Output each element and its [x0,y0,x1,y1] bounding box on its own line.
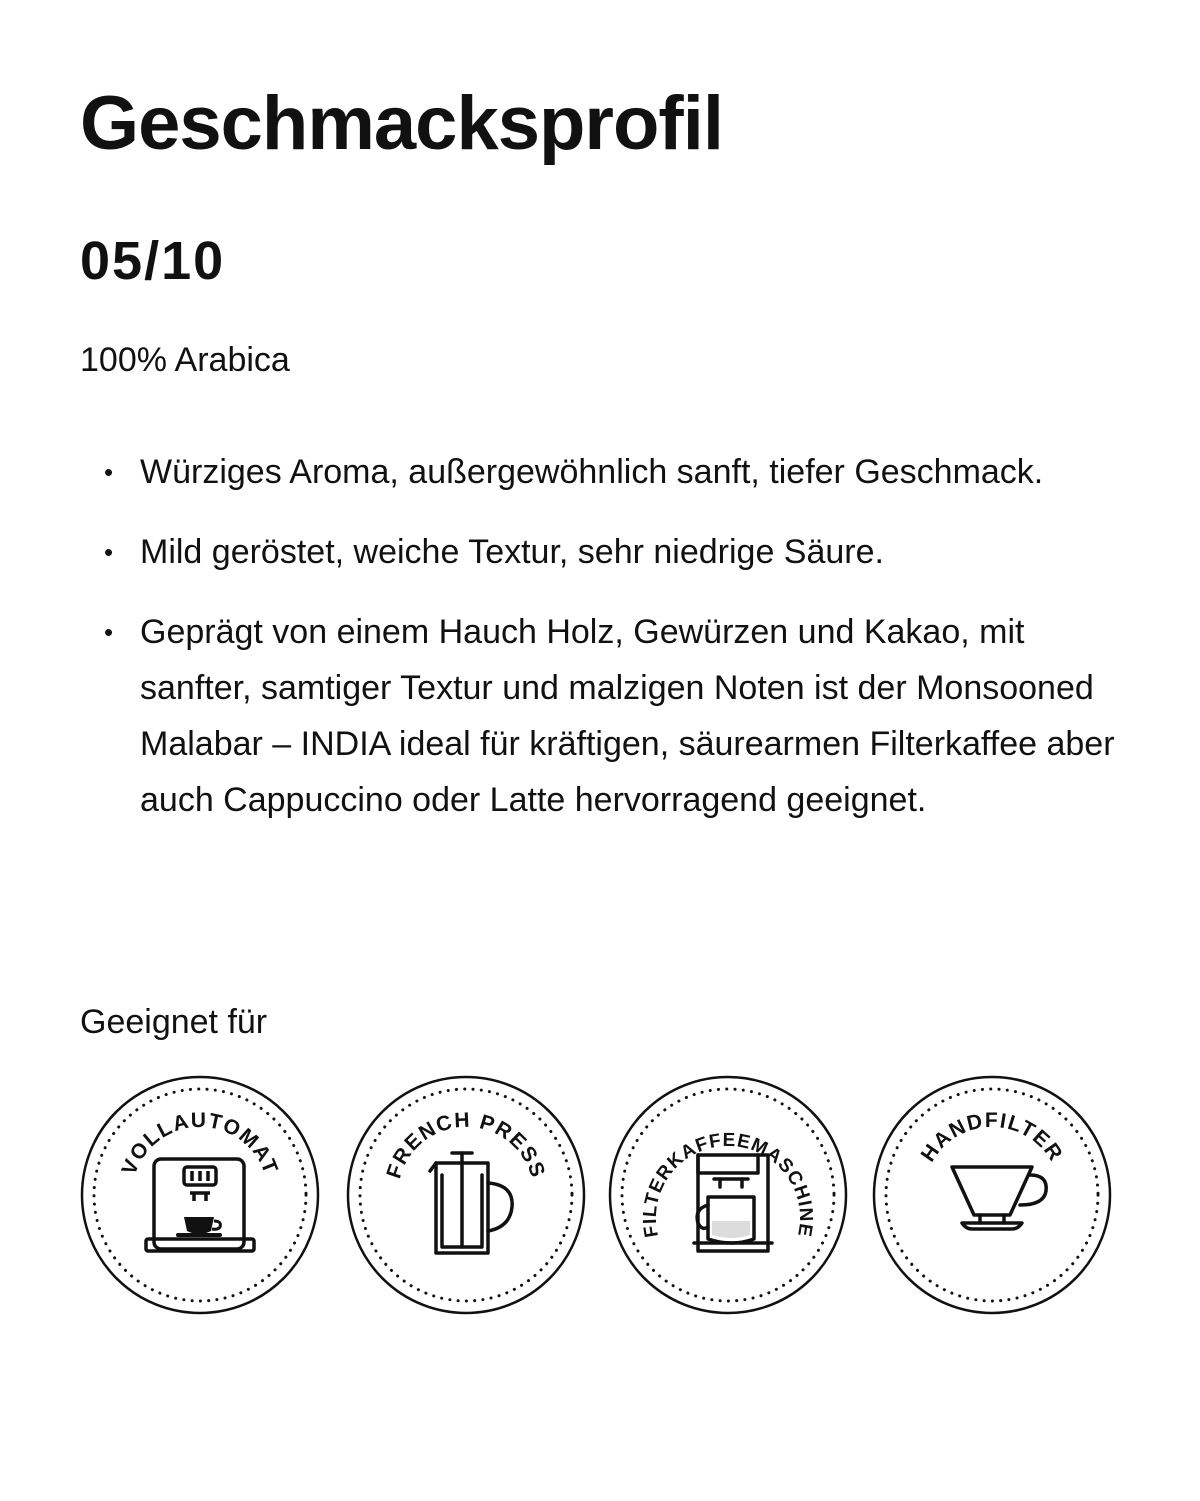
bean-type: 100% Arabica [80,341,290,379]
list-item-text: Würziges Aroma, außergewöhnlich sanft, tiefer Geschmack. [140,453,1044,491]
bullet-icon: • [104,537,114,567]
badge-label: HANDFILTER [916,1108,1068,1166]
badge-label: FILTERKAFFEEMASCHINE [639,1129,817,1239]
badge-handfilter [872,1075,1112,1315]
brewing-methods [80,1075,1120,1315]
list-item-text: Mild geröstet, weiche Textur, sehr niedrige Säure. [140,533,884,571]
list-item [80,524,1120,580]
taste-notes-list [80,444,1120,852]
drip-coffee-maker-icon [608,1075,848,1315]
suitability-label: Geeignet für [80,1003,268,1041]
pour-over-dripper-icon [872,1075,1112,1315]
badge-vollautomat [80,1075,320,1315]
badge-french-press [346,1075,586,1315]
intensity-score: 05/10 [80,231,226,291]
list-item [80,604,1120,828]
list-item-text: Geprägt von einem Hauch Holz, Gewürzen und Kakao, mit sanfter, samtiger Textur und malzigen Noten ist der Monsooned Malabar – INDIA ideal für kräftigen, säurearmen Filterkaffee aber auch Cappuccino oder Latte hervorragend geeignet. [140,613,1115,819]
bullet-icon: • [104,457,114,487]
badge-label: FRENCH PRESS [382,1108,550,1182]
espresso-machine-icon [80,1075,320,1315]
bullet-icon: • [104,617,114,647]
page-title: Geschmacksprofil [80,81,723,166]
french-press-icon [346,1075,586,1315]
badge-filterkaffeemaschine [608,1075,848,1315]
badge-label: VOLLAUTOMAT [117,1108,283,1179]
list-item [80,444,1120,500]
